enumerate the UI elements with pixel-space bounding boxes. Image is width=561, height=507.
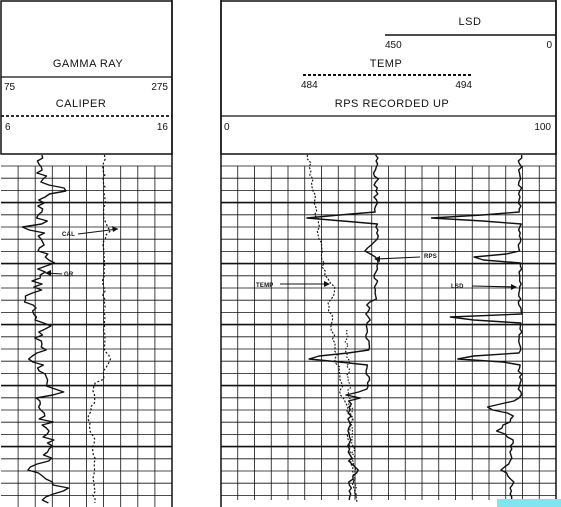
gr-arrow-icon [45, 270, 51, 276]
gamma-ray-title: GAMMA RAY [52, 58, 124, 70]
cal-label: CAL [62, 232, 75, 238]
lsd-scale-right: 0 [546, 40, 552, 51]
header-box-right [221, 1, 556, 154]
lsd-label: LSD [451, 284, 464, 290]
temp-scale-left: 484 [301, 80, 318, 91]
rps-title: RPS RECORDED UP [334, 98, 450, 110]
caliper-curve [88, 155, 111, 503]
caliper-scale-right: 16 [156, 122, 168, 133]
caliper-title: CALIPER [55, 98, 107, 110]
caliper-scale-left: 6 [5, 122, 11, 133]
rps-scale-left: 0 [224, 122, 230, 133]
temp-label: TEMP [256, 283, 274, 289]
temp-curve [307, 155, 357, 503]
lsd-annotation [451, 284, 517, 290]
gr-label: GR [64, 272, 74, 278]
gamma-ray-scale-left: 75 [4, 82, 16, 93]
rps-curve [307, 155, 379, 500]
temp-scale-right: 494 [455, 80, 472, 91]
lsd-title: LSD [458, 16, 482, 28]
grid-track-left [1, 166, 172, 507]
rps-scale-right: 100 [534, 122, 551, 133]
temp-arrow-icon [324, 281, 330, 287]
gr-annotation [45, 270, 74, 278]
corner-tint [497, 499, 561, 507]
rps-label: RPS [424, 254, 437, 260]
lsd-curve [432, 155, 522, 500]
lsd-scale-left: 450 [385, 40, 402, 51]
lsd-arrow-icon [511, 284, 517, 290]
grid-track-right [221, 166, 556, 500]
gamma-ray-curve [22, 155, 68, 503]
temp-title: TEMP [369, 58, 403, 70]
gamma-ray-scale-right: 275 [151, 82, 168, 93]
